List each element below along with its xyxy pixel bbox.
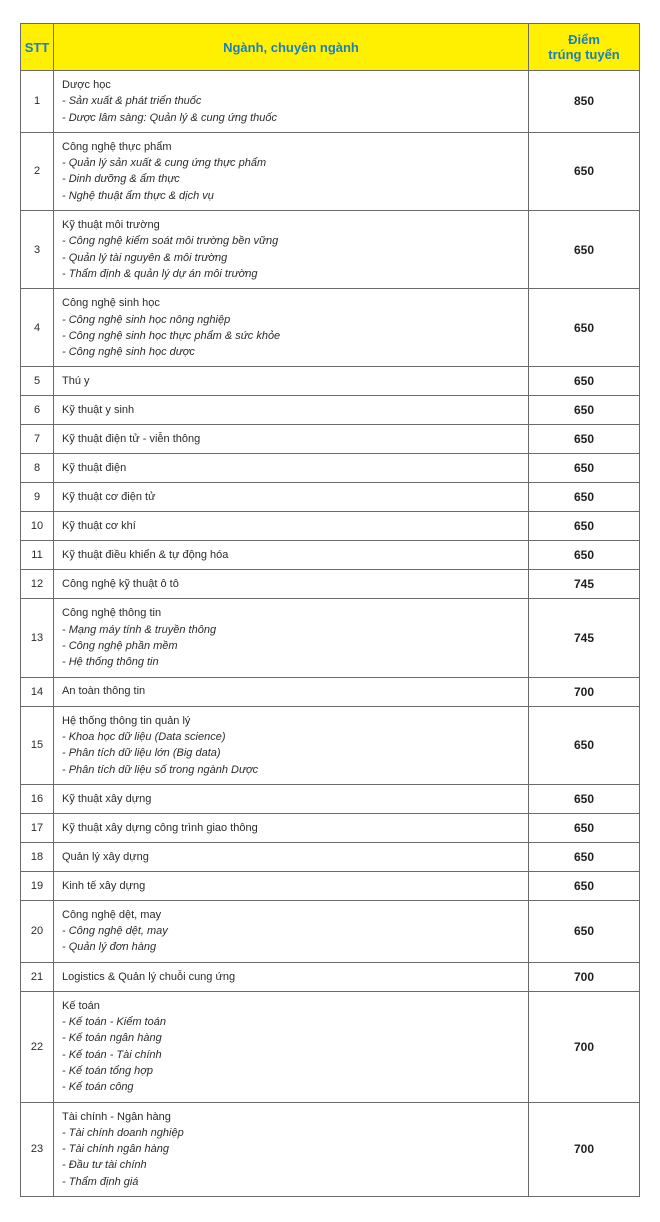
major-name: Dược học [62, 79, 111, 91]
row-score: 745 [529, 570, 640, 599]
major-name: Kỹ thuật cơ điện tử [62, 491, 156, 504]
row-stt: 13 [21, 599, 54, 677]
row-score: 650 [529, 900, 640, 962]
row-score: 650 [529, 784, 640, 813]
row-major [54, 367, 529, 396]
table-row [21, 599, 640, 677]
major-name: Kỹ thuật y sinh [62, 404, 135, 417]
header-score-line2: trúng tuyển [548, 47, 620, 62]
row-score: 700 [529, 991, 640, 1102]
row-score: 650 [529, 813, 640, 842]
specialization-item: - Sản xuất & phát triển thuốc [62, 95, 202, 108]
row-major [54, 813, 529, 842]
major-name: Kỹ thuật điều khiển & tự động hóa [62, 549, 229, 562]
row-major [54, 962, 529, 991]
table-row [21, 677, 640, 706]
specialization-item: - Thẩm định giá [62, 1175, 139, 1188]
row-stt: 3 [21, 211, 54, 289]
row-score: 650 [529, 512, 640, 541]
row-stt: 11 [21, 541, 54, 570]
major-name: Công nghệ dệt, may [62, 908, 162, 921]
table-row [21, 813, 640, 842]
row-major [54, 842, 529, 871]
row-major [54, 425, 529, 454]
row-stt: 5 [21, 367, 54, 396]
table-row [21, 211, 640, 289]
specialization-item: - Đầu tư tài chính [62, 1159, 147, 1172]
row-stt: 23 [21, 1102, 54, 1196]
table-row [21, 706, 640, 784]
row-stt: 7 [21, 425, 54, 454]
specialization-item: - Quản lý sản xuất & cung ứng thực phẩm [62, 157, 267, 170]
major-name: Kỹ thuật điện [62, 462, 127, 475]
row-stt: 22 [21, 991, 54, 1102]
admission-score-table-container [20, 23, 639, 1197]
major-name: Kỹ thuật xây dựng [62, 792, 152, 805]
header-major: Ngành, chuyên ngành [54, 24, 529, 71]
row-stt: 4 [21, 289, 54, 367]
specialization-item: - Hệ thống thông tin [62, 656, 159, 669]
row-score: 650 [529, 289, 640, 367]
row-stt: 18 [21, 842, 54, 871]
table-row [21, 962, 640, 991]
specialization-item: - Công nghệ sinh học thực phẩm & sức khỏe [62, 329, 281, 342]
specialization-item: - Nghệ thuật ẩm thực & dịch vụ [62, 189, 214, 202]
specialization-item: - Kế toán - Kiểm toán [62, 1016, 166, 1029]
row-score: 650 [529, 211, 640, 289]
row-major [54, 512, 529, 541]
header-score-line1: Điểm [568, 32, 600, 47]
row-major [54, 396, 529, 425]
row-major [54, 991, 529, 1102]
row-score: 650 [529, 132, 640, 210]
row-score: 700 [529, 677, 640, 706]
row-score: 650 [529, 541, 640, 570]
row-score: 650 [529, 871, 640, 900]
row-major [54, 784, 529, 813]
row-stt: 16 [21, 784, 54, 813]
specialization-item: - Dược lâm sàng: Quản lý & cung ứng thuốc [62, 111, 278, 124]
specialization-item: - Phân tích dữ liệu lớn (Big data) [62, 747, 221, 760]
table-row [21, 367, 640, 396]
table-row [21, 483, 640, 512]
row-score: 700 [529, 962, 640, 991]
row-score: 700 [529, 1102, 640, 1196]
major-name: Công nghệ kỹ thuật ô tô [62, 578, 179, 591]
major-name: Kế toán [62, 999, 100, 1012]
row-stt: 9 [21, 483, 54, 512]
specialization-item: - Phân tích dữ liệu số trong ngành Dược [62, 763, 259, 776]
major-name: Logistics & Quản lý chuỗi cung ứng [62, 970, 236, 983]
row-major [54, 454, 529, 483]
row-score: 650 [529, 396, 640, 425]
major-name: Kinh tế xây dựng [62, 879, 146, 892]
major-name: Tài chính - Ngân hàng [62, 1110, 171, 1123]
table-body [21, 71, 640, 1197]
major-name: Hệ thống thông tin quản lý [62, 714, 191, 727]
row-major [54, 483, 529, 512]
table-header-row [21, 24, 640, 71]
table-row [21, 570, 640, 599]
row-major [54, 706, 529, 784]
row-stt: 8 [21, 454, 54, 483]
specialization-item: - Quản lý tài nguyên & môi trường [62, 251, 228, 264]
specialization-item: - Thẩm định & quản lý dự án môi trường [62, 267, 258, 280]
row-score: 650 [529, 425, 640, 454]
row-stt: 15 [21, 706, 54, 784]
table-row [21, 784, 640, 813]
row-stt: 20 [21, 900, 54, 962]
table-row [21, 454, 640, 483]
table-row [21, 512, 640, 541]
row-stt: 21 [21, 962, 54, 991]
row-major [54, 71, 529, 133]
specialization-item: - Quản lý đơn hàng [62, 941, 157, 954]
major-name: Công nghệ sinh học [62, 297, 160, 310]
row-major [54, 132, 529, 210]
header-stt: STT [21, 24, 54, 71]
specialization-item: - Khoa học dữ liệu (Data science) [62, 730, 226, 743]
row-major [54, 211, 529, 289]
row-score: 650 [529, 367, 640, 396]
row-stt: 19 [21, 871, 54, 900]
specialization-item: - Công nghệ sinh học nông nghiệp [62, 313, 231, 326]
major-name: Công nghệ thực phẩm [62, 140, 172, 153]
specialization-item: - Kế toán - Tài chính [62, 1048, 162, 1061]
table-row [21, 541, 640, 570]
major-name: Kỹ thuật môi trường [62, 219, 160, 232]
major-name: An toàn thông tin [62, 685, 146, 698]
row-score: 650 [529, 706, 640, 784]
row-score: 850 [529, 71, 640, 133]
row-stt: 10 [21, 512, 54, 541]
major-name: Công nghệ thông tin [62, 607, 162, 620]
admission-score-table [20, 23, 640, 1197]
table-row [21, 132, 640, 210]
table-row [21, 842, 640, 871]
major-name: Quản lý xây dựng [62, 850, 149, 863]
specialization-item: - Công nghệ sinh học dược [62, 346, 195, 359]
specialization-item: - Công nghệ dệt, may [62, 925, 168, 938]
header-score [529, 24, 640, 71]
row-major [54, 289, 529, 367]
table-row [21, 425, 640, 454]
row-stt: 6 [21, 396, 54, 425]
row-score: 650 [529, 454, 640, 483]
major-name: Thú y [62, 375, 90, 388]
table-row [21, 871, 640, 900]
row-major [54, 677, 529, 706]
row-major [54, 871, 529, 900]
row-stt: 1 [21, 71, 54, 133]
row-stt: 14 [21, 677, 54, 706]
specialization-item: - Mạng máy tính & truyền thông [62, 623, 217, 636]
major-name: Kỹ thuật cơ khí [62, 520, 136, 533]
specialization-item: - Công nghệ kiểm soát môi trường bền vững [62, 235, 279, 248]
row-major [54, 900, 529, 962]
row-score: 745 [529, 599, 640, 677]
row-stt: 17 [21, 813, 54, 842]
row-stt: 2 [21, 132, 54, 210]
row-score: 650 [529, 483, 640, 512]
table-row [21, 991, 640, 1102]
specialization-item: - Công nghệ phần mềm [62, 640, 178, 653]
specialization-item: - Dinh dưỡng & ẩm thực [62, 173, 180, 186]
specialization-item: - Kế toán công [62, 1081, 134, 1094]
major-name: Kỹ thuật xây dựng công trình giao thông [62, 821, 258, 834]
major-name: Kỹ thuật điện tử - viễn thông [62, 433, 201, 446]
row-score: 650 [529, 842, 640, 871]
specialization-item: - Kế toán ngân hàng [62, 1032, 162, 1045]
specialization-item: - Tài chính doanh nghiệp [62, 1126, 184, 1139]
row-major [54, 599, 529, 677]
specialization-item: - Tài chính ngân hàng [62, 1143, 170, 1156]
table-row [21, 1102, 640, 1196]
table-row [21, 289, 640, 367]
row-major [54, 570, 529, 599]
row-major [54, 1102, 529, 1196]
table-row [21, 71, 640, 133]
row-stt: 12 [21, 570, 54, 599]
table-row [21, 900, 640, 962]
row-major [54, 541, 529, 570]
table-row [21, 396, 640, 425]
specialization-item: - Kế toán tổng hợp [62, 1064, 154, 1077]
